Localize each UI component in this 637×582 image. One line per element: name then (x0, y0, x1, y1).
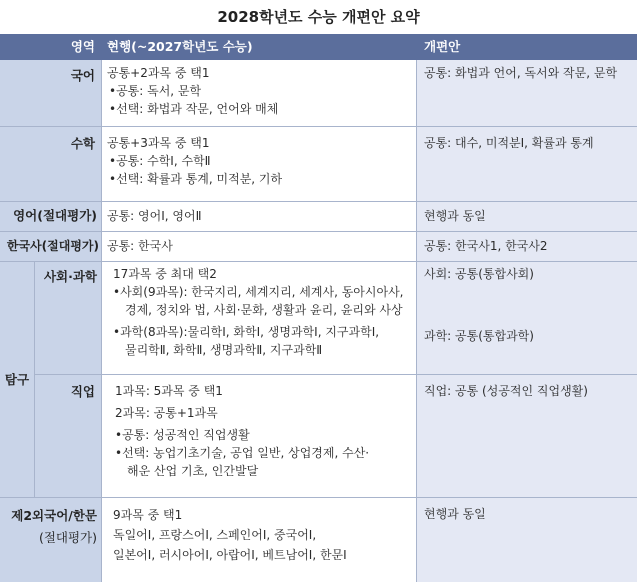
divider (34, 261, 35, 497)
second-lang-current-line: 독일어Ⅰ, 프랑스어Ⅰ, 스페인어Ⅰ, 중국어Ⅰ, (113, 528, 317, 542)
row-history-label (0, 231, 101, 261)
second-lang-label: 제2외국어/한문 (11, 508, 97, 523)
row-social-science-new (416, 261, 637, 374)
vocational-current-line: 해운 산업 기초, 인간발달 (127, 464, 259, 478)
row-second-lang-label (0, 497, 101, 582)
divider (34, 374, 637, 375)
korean-label: 국어 (70, 68, 95, 83)
row-social-science-current (101, 261, 416, 374)
english-label: 영어(절대평가) (13, 208, 97, 223)
vocational-new-text: 직업: 공통 (성공적인 직업생활) (424, 384, 588, 398)
row-second-lang-new (416, 497, 637, 582)
social-new-text: 사회: 공통(통합사회) (424, 267, 534, 281)
divider (101, 60, 102, 582)
row-english-new (416, 201, 637, 231)
second-lang-current-line: 9과목 중 택1 (113, 508, 183, 522)
divider (416, 60, 417, 582)
english-new-text: 현행과 동일 (424, 209, 486, 223)
row-math-label (0, 126, 101, 201)
divider (0, 497, 637, 498)
science-new-text: 과학: 공통(통합과학) (424, 329, 534, 343)
second-lang-current-line: 일본어Ⅰ, 러시아어Ⅰ, 아랍어Ⅰ, 베트남어Ⅰ, 한문Ⅰ (113, 548, 347, 562)
row-english-current (101, 201, 416, 231)
row-vocational-new (416, 374, 637, 497)
second-lang-new-text: 현행과 동일 (424, 507, 486, 521)
divider (0, 201, 637, 202)
row-vocational-current (101, 374, 416, 497)
divider (0, 126, 637, 127)
row-second-lang-current (101, 497, 416, 582)
math-current-line: •선택: 확률과 통계, 미적분, 기하 (109, 172, 283, 186)
korean-current-line: •선택: 화법과 작문, 언어와 매체 (109, 102, 279, 116)
korean-current-line: 공통+2과목 중 택1 (107, 66, 210, 80)
inquiry-label: 탐구 (4, 372, 30, 387)
vocational-label: 직업 (70, 384, 95, 399)
math-label: 수학 (70, 136, 95, 151)
history-label: 한국사(절대평가) (6, 239, 99, 253)
row-history-current (101, 231, 416, 261)
korean-new-text: 공통: 화법과 언어, 독서와 작문, 문학 (424, 66, 618, 80)
row-inquiry-label (0, 261, 34, 497)
vocational-current-line: •공통: 성공적인 직업생활 (115, 428, 250, 442)
header-new (416, 34, 637, 60)
divider (0, 261, 637, 262)
header-area-label: 영역 (70, 39, 95, 54)
row-korean-label (0, 60, 101, 126)
social-science-current-line: •과학(8과목):물리학Ⅰ, 화학Ⅰ, 생명과학Ⅰ, 지구과학Ⅰ, (113, 325, 380, 339)
history-new-text: 공통: 한국사1, 한국사2 (424, 239, 548, 253)
history-current-text: 공통: 한국사 (107, 239, 173, 253)
social-science-current-line: 17과목 중 최대 택2 (113, 267, 217, 281)
row-vocational-label (34, 374, 101, 497)
social-science-current-line: 경제, 정치와 법, 사회·문화, 생활과 윤리, 윤리와 사상 (125, 303, 403, 317)
row-math-new (416, 126, 637, 201)
vocational-current-line: •선택: 농업기초기술, 공업 일반, 상업경제, 수산· (115, 446, 370, 460)
header-new-label: 개편안 (424, 39, 461, 54)
korean-current-line: •공통: 독서, 문학 (109, 84, 202, 98)
second-lang-sublabel: (절대평가) (38, 530, 97, 545)
header-current-label: 현행(~2027학년도 수능) (107, 39, 253, 54)
divider (0, 231, 637, 232)
math-current-line: 공통+3과목 중 택1 (107, 136, 210, 150)
row-history-new (416, 231, 637, 261)
header-area (0, 34, 101, 60)
reform-table (0, 34, 637, 582)
english-current-text: 공통: 영어Ⅰ, 영어Ⅱ (107, 209, 202, 223)
row-korean-new (416, 60, 637, 126)
row-english-label (0, 201, 101, 231)
header-current (101, 34, 416, 60)
vocational-current-line: 1과목: 5과목 중 택1 (115, 384, 223, 398)
row-korean-current (101, 60, 416, 126)
social-science-label: 사회·과학 (43, 269, 97, 284)
vocational-current-line: 2과목: 공통+1과목 (115, 406, 218, 420)
social-science-current-line: •사회(9과목): 한국지리, 세계지리, 세계사, 동아시아사, (113, 285, 404, 299)
page-title: 2028학년도 수능 개편안 요약 (217, 8, 420, 26)
row-math-current (101, 126, 416, 201)
math-new-text: 공통: 대수, 미적분Ⅰ, 확률과 통계 (424, 136, 594, 150)
row-social-science-label (34, 261, 101, 374)
math-current-line: •공통: 수학Ⅰ, 수학Ⅱ (109, 154, 211, 168)
social-science-current-line: 물리학Ⅱ, 화학Ⅱ, 생명과학Ⅱ, 지구과학Ⅱ (125, 343, 323, 357)
